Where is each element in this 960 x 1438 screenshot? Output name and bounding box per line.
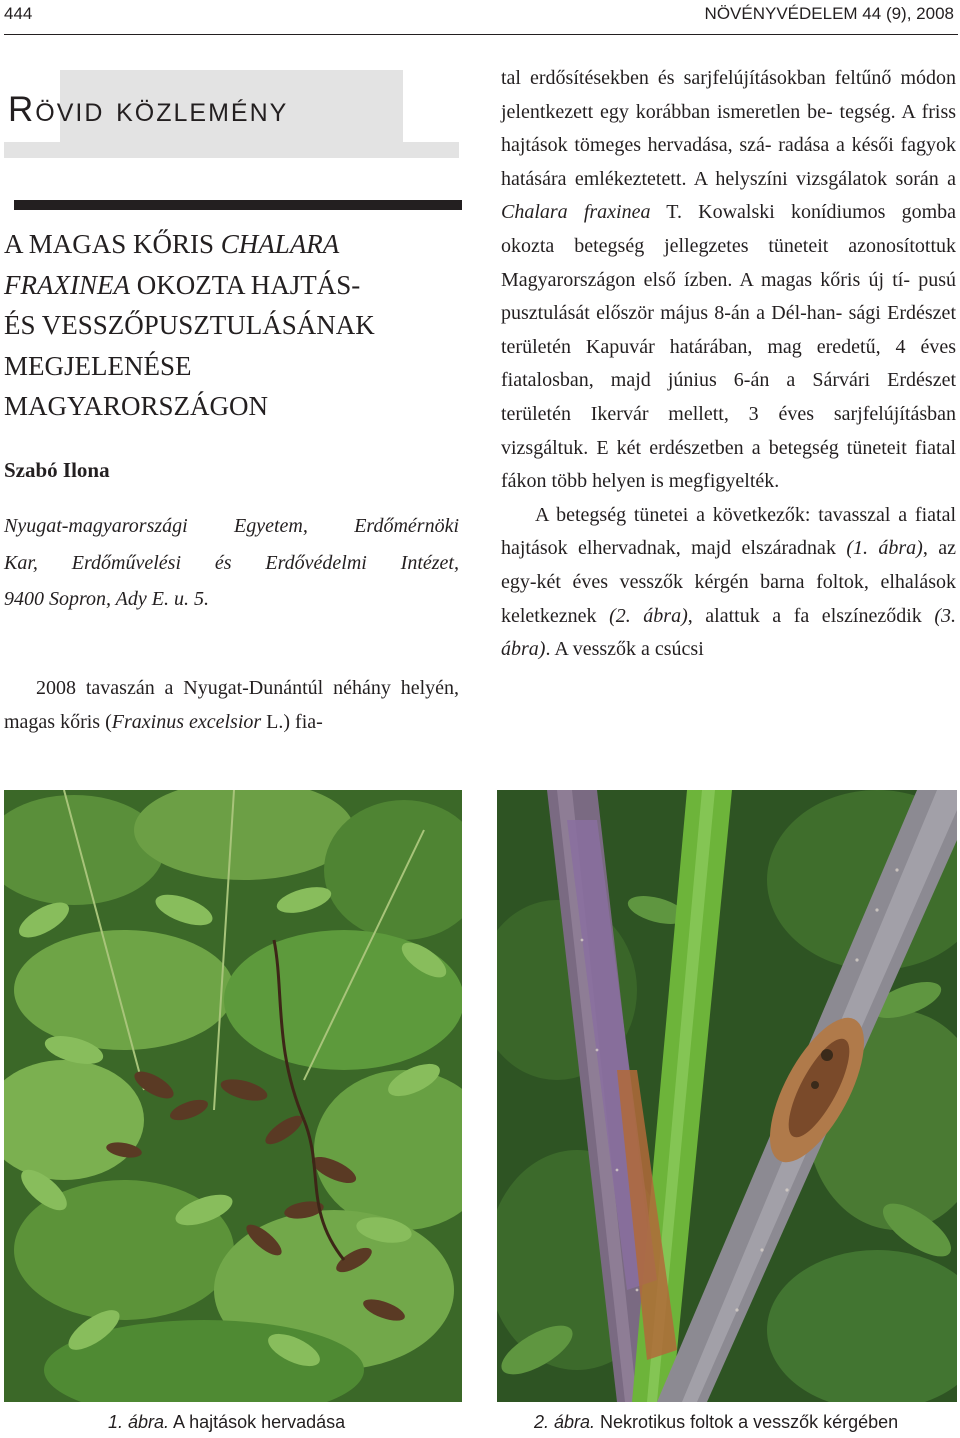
caption-text: Nekrotikus foltok a vesszők kérgében [595,1412,899,1432]
species-name: fraxinea [583,201,651,224]
figure-1-caption [108,1412,345,1433]
text-line: 2008 tavaszán a Nyugat-Dunántúl néhány [36,677,391,699]
affiliation-line: Kar, Erdőművelési és Erdővédelmi Intézet, [4,551,459,574]
page-number: 444 [4,4,33,23]
figure-label: 2. ábra. [534,1412,596,1432]
figure-reference: (2. ábra) [609,604,688,627]
species-name: Fraxinus excelsior [111,710,262,733]
title-line: MAGYARORSZÁGON [4,391,269,421]
text-line: Sárvári Erdészet területén Ikervár mellett, 3 éves [501,369,957,425]
text-line: sági Erdészet területén Kapuvár határában, mag [501,302,956,358]
figure-2-photo [497,790,957,1402]
text-line: módon jelentkezett egy korábban ismeretlen be- [501,67,957,123]
text-line: sarjfelújításban vizsgáltuk. E két erdészetben a [501,402,956,459]
title-line: MEGJELENÉSE [4,350,192,381]
text-line: tal erdősítésekben és sarjfelújításokban feltűnő [501,67,892,89]
text-run: T. Kowalski konídiumos gomba okozta [501,201,957,257]
text-line: Magyarországon első ízben. A magas kőris új tí- [501,268,910,291]
caption-text: A hajtások hervadása [169,1412,346,1432]
header-rule [4,34,958,35]
text-run: foltok, elhalások keletkeznek [501,570,957,627]
text-run: . A vesszők a csúcsi [545,638,704,661]
text-line: tegség. A friss hajtások tömeges hervadása, szá- [501,100,957,157]
text-run: L.) fia- [261,710,323,733]
intro-paragraph [4,672,459,739]
text-line: pusú pusztulását először május 8-án a Dél-han- [501,268,956,325]
journal-reference: NÖVÉNYVÉDELEM 44 (9), 2008 [704,4,954,23]
figure-1-photo [4,790,462,1402]
figure-reference: (3. ábra) [501,604,957,661]
text-line: A betegség tünetei a következők: tavasszal a [535,503,908,526]
section-banner [4,70,459,158]
text-line: betegség jellegzetes tüneteit azonosítottuk [574,234,957,257]
affiliation-line: Nyugat-magyarországi Egyetem, Erdőmérnöki [4,515,459,537]
title-part: A MAGAS KŐRIS [4,229,221,259]
text-run: helyén, magas kőris ( [4,677,460,733]
article-title [4,224,459,427]
text-line: betegség tüneteit fiatal fákon több helyen is [501,436,956,493]
text-run: a fa elszíneződik [772,604,935,627]
figure-reference: (1. ábra) [846,537,923,560]
genus-name: Chalara [501,201,568,224]
text-line: fiatal hajtások elhervadnak, majd elszáradnak [501,503,957,560]
wilted-shoots-illustration [4,790,462,1402]
bark-lesion-illustration [497,790,957,1402]
figure-label: 1. ábra. [108,1412,170,1432]
banner-rule [14,200,462,210]
text-line: megfigyelték. [668,470,780,493]
text-line: eredetű, 4 éves fiatalosban, majd június 6-án a [501,335,956,392]
section-label: Rövid közlemény [8,90,289,129]
paragraph-2 [501,499,956,667]
affiliation-line: 9400 Sopron, Ady E. u. 5. [4,588,209,610]
author-name: Szabó Ilona [4,458,110,482]
text-run: , az egy-két éves vesszők kérgén barna [501,537,956,593]
title-genus: CHALARA [220,229,340,259]
right-column [501,62,956,667]
figure-2-caption [534,1412,898,1433]
text-line: radása a késői fagyok hatására emlékeztetett. [501,134,957,190]
title-part: OKOZTA HAJTÁS- [129,269,361,300]
text-run: , alattuk [687,604,760,627]
title-species: FRAXINEA [4,269,130,300]
paragraph-1 [501,62,956,499]
author-affiliation [4,508,459,618]
title-line: ÉS VESSZŐPUSZTULÁSÁNAK [4,310,375,340]
text-run: A helyszíni vizsgálatok során a [693,167,956,190]
